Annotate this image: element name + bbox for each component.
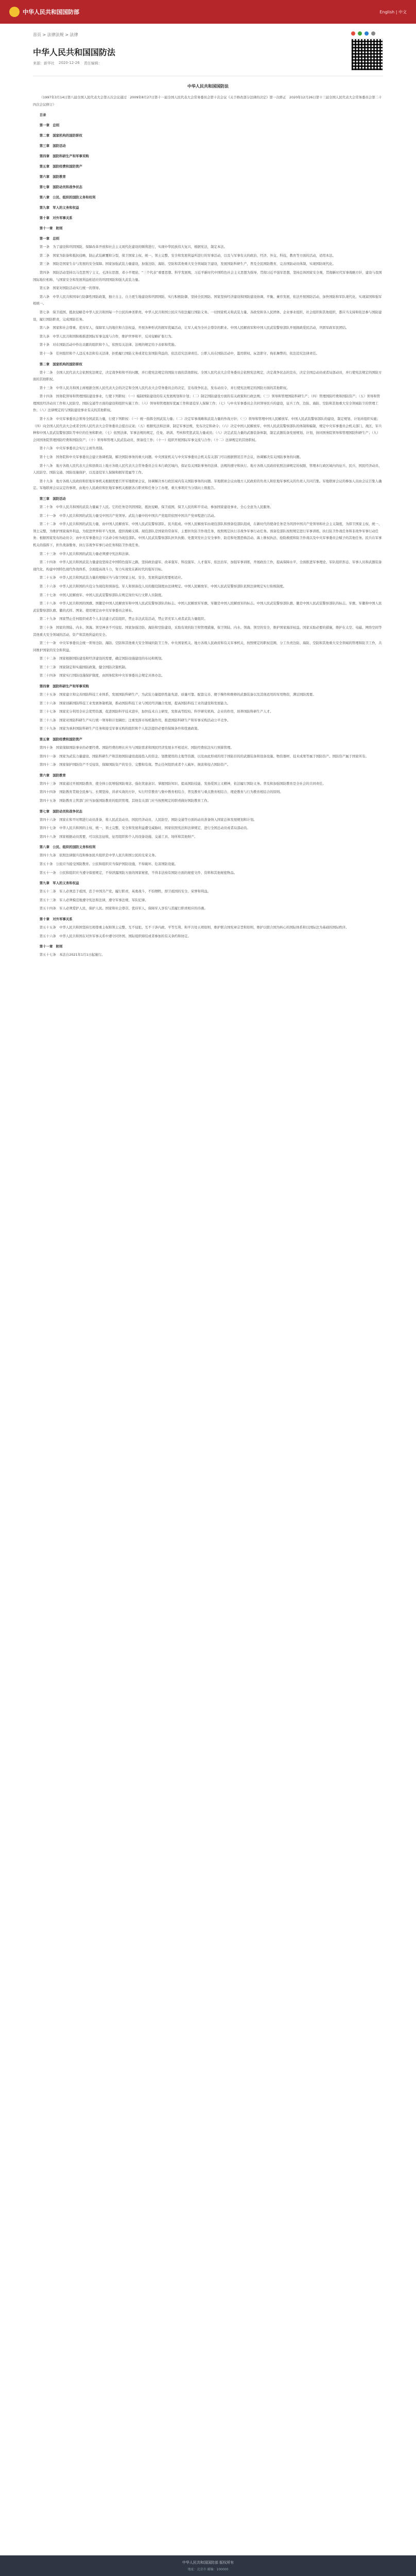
article-paragraph: 第四十六条 国家在和平时期进行动员准备，将人民武装动员、国民经济动员、人民防空、国防交通等方面的动员准备纳入国家总体发展规划和计划。: [39, 817, 257, 822]
chapter-heading: 第二章 国家机构的国防职权: [39, 362, 82, 366]
article-header: [33, 43, 383, 71]
article-paragraph: 第三十二条 国家根据国防建设和经济建设的需要，确定国防设施建设的布局和规划。: [39, 656, 165, 661]
article-paragraph: 第二十一条 中华人民共和国的武装力量受中国共产党领导。武装力量中的中国共产党组织依照中国共产党章程进行活动。: [39, 513, 217, 518]
chapter-heading: 第九章 军人的义务和权益: [39, 206, 79, 210]
article-paragraph: 第二十四条 中华人民共和国武装力量建设坚持走中国特色强军之路，坚持政治建军、改革强军、科技强军、人才强军、依法治军，加强军事训练，开展政治工作，提高保障水平，全面推进军事理论、军队组织形态、军事人员和武器装备现代化，构建中国特色现代作战体系，全面提高战斗力，努力实现党在新时代的强军目标。: [33, 560, 382, 571]
article-paragraph: 第五十三条 军人必须模范地遵守宪法和法律，遵守军事法规、军队纪律。: [39, 897, 148, 902]
article-paragraph: 第十四条 国务院领导和管理国防建设事业，行使下列职权：（一）编制国防建设的有关发展规划和计划；（二）制定国防建设方面的有关政策和行政法规；（三）领导和管理国防科研生产；（四）管理国防经费和国防资产；（五）领导和管理国民经济动员工作和人民防空、国防交通等方面的建设和组织实施工作；（六）领导和管理拥军优属工作和退役军人保障工作；（七）与中央军事委员会共同领导民兵的建设，征兵工作，边防、海防、空防和其他重大安全领域防卫的管理工作；（八）法律规定的与国防建设事业有关的其他职权。: [33, 394, 380, 413]
chapter-heading: 第三章 国防活动: [39, 144, 66, 148]
footer-copyright: 中华人民共和国国防部 版权所有: [182, 2561, 234, 2565]
article-paragraph: 第二十七条 中国人民解放军、中国人民武装警察部队在规定岗位实行文职人员制度。: [39, 592, 165, 597]
chapter-heading: 第七章 国防动员和战争状态: [39, 185, 82, 190]
article-paragraph: 第十三条 中华人民共和国主席根据全国人民代表大会的决定和全国人民代表大会常务委员会的决定，宣布战争状态，发布动员令，并行使宪法规定的国防方面的其他职权。: [39, 385, 290, 390]
article-meta: [33, 61, 115, 66]
article-paragraph: 第十条 对在国防活动中作出贡献的组织和个人，依照有关法律、法规的规定给予表彰和奖励。: [39, 343, 178, 347]
weibo-share-icon[interactable]: [351, 31, 355, 36]
breadcrumb[interactable]: [33, 32, 383, 38]
chapter-heading: 第九章 军人的义务和权益: [39, 881, 79, 886]
article-paragraph: 第三条 国防是国家生存与发展的安全保障。国家加强武装力量建设，加强边防、海防、空防和其他重大安全领域防卫建设，发展国防科研生产，普及全民国防教育，完善国防动员体制，实现国防现代化。: [39, 262, 336, 266]
article-paragraph: 第二十二条 中华人民共和国的武装力量，由中国人民解放军、中国人民武装警察部队、民兵组成。中国人民解放军由现役部队和预备役部队组成，在新时代的使命任务是为巩固中国共产党领导和社会主义制度，为捍卫国家主权、统一、领土完整，为维护国家海外利益，为促进世界和平与发展，提供战略支撑。现役部队是国家的常备军，主要担负防卫作战任务，按照规定执行非战争军事行动任务。预备役部队按照规定进行军事训练、执行防卫作战任务和非战争军事行动任务；根据国家发布的动员令，由中央军事委员会下达命令转为现役部队。中国人民武装警察部队担负执勤、处置突发社会安全事件、防范和处置恐怖活动、海上维权执法、抢险救援和防卫作战以及中央军事委员会赋予的其他任务。民兵在军事机关的指挥下，担负战备勤务、执行非战争军事行动任务和防卫作战任务。: [33, 522, 382, 547]
article-paragraph: 第四条 国防活动坚持以马克思列宁主义、毛泽东思想、邓小平理论、“三个代表”重要思想、科学发展观、习近平新时代中国特色社会主义思想为指导，贯彻习近平强军思想，坚持总体国家安全观，贯彻新时代军事战略方针，建设与我国国际地位相称、与国家安全和发展利益相适应的巩固国防和强大武装力量。: [33, 270, 382, 282]
article-paragraph: 第三十一条 中央军事委员会统一领导边防、海防、空防和其他重大安全领域的防卫工作。中央国家机关、地方各级人民政府和有关军事机关，按照规定的职权范围，分工负责边防、海防、空防和其他重大安全领域的管理和防卫工作，共同维护国家的安全和利益。: [33, 641, 382, 652]
article-paragraph: 第五十五条 中华人民共和国坚持互相尊重主权和领土完整、互不侵犯、互不干涉内政、平等互利、和平共处五项原则，维护联合国宪章宗旨和原则，维护以联合国为核心的国际体系和以国际法为基础的国际秩序。: [39, 925, 349, 929]
article-paragraph: 第五条 国家对国防活动实行统一的领导。: [39, 286, 102, 291]
chapter-heading: 第四章 国防科研生产和军事采购: [39, 154, 89, 159]
article-paragraph: 第二十八条 中华人民共和国的国旗、国徽是中国人民解放军和中国人民武装警察部队的标志。中国人民解放军军旗、军徽是中国人民解放军的标志。中国人民武装警察部队旗、徽是中国人民武装警察部队的标志。军旗、军徽和中国人民武装警察部队旗、徽的式样、图案、使用规定由中央军事委员会颁布。: [33, 601, 382, 613]
qr-code-image: [351, 39, 383, 71]
chapter-heading: 第八章 公民、组织的国防义务和权利: [39, 195, 96, 200]
article-paragraph: 第四十一条 国家为武装力量建设、国防科研生产和其他国防建设直接投入的资金、划拨使用的土地等资源，以及由此形成的用于国防目的的武器装备和设备设施、物资器材、技术成果等属于国防资产。国防资产属于国家所有。: [39, 754, 369, 758]
page-title: 中华人民共和国国防法: [33, 47, 116, 57]
article-paragraph: 第三十九条 国家为承担国防科研生产任务和接受军事采购的组织和个人依法提供必要的保障条件和优惠政策。: [39, 726, 201, 731]
article-paragraph: 第三十条 国家的领陆、内水、领海、领空神圣不可侵犯。国家加强边防、海防和空防建设，采取有效的防卫和管理措施，保卫领陆、内水、领海、领空的安全，维护国家海洋权益。国家采取必要的措施，维护在太空、电磁、网络空间等其他重大安全领域的活动、资产和其他利益的安全。: [33, 625, 382, 637]
article-paragraph: 第四十二条 国家保护国防资产不受侵害，保障国防资产的安全、完整和有效。禁止任何组织或者个人破坏、损害和侵占国防资产。: [39, 762, 231, 767]
article-paragraph: 第四十五条 国防教育主管部门应当加强国防教育的组织管理，其他有关部门应当按照规定的职责做好国防教育工作。: [39, 799, 211, 803]
article-editor: 责任编辑：: [83, 61, 102, 65]
article-heading-block: [33, 43, 115, 66]
main-content: [33, 24, 383, 959]
article-paragraph: 第十六条 中央军事委员会实行主席负责制。: [39, 446, 106, 451]
article-body: [33, 94, 383, 959]
article-paragraph: 第十七条 国务院和中央军事委员会建立协调机制，解决国防事务的重大问题。中央国家机关与中央军事委员会机关有关部门可以根据情况召开会议，协调解决有关国防事务的问题。: [39, 455, 303, 460]
chapter-heading: 第三章 国防活动: [39, 497, 66, 501]
chapter-heading: 第六章 国防教育: [39, 175, 66, 179]
chapter-heading: 第十章 对外军事关系: [39, 216, 73, 221]
qzone-share-icon[interactable]: [365, 31, 369, 36]
article-paragraph: 第四十四条 国防教育贯彻全民参与、长期坚持、讲求实效的方针，实行经常教育与集中教育相结合、普及教育与重点教育相结合、理论教育与行为教育相结合的原则。: [39, 790, 283, 794]
article-paragraph: 第三十五条 国家建立和完善国防科技工业体系，发展国防科研生产，为武装力量提供性能先进、质量可靠、配套完善、便于操作和维修的武器装备以及其他适用的军用物资，满足国防需要。: [39, 692, 316, 697]
site-name: 中华人民共和国国防部: [23, 9, 79, 15]
article-paragraph: 第三十六条 国家创新国防科技工业发展体制机制，推动国防科技工业与国民经济融合发展，提高国防科技工业的建设和发展能力。: [39, 701, 231, 705]
article-paragraph: 第七条 保卫祖国、抵抗侵略是中华人民共和国每一个公民的神圣职责。中华人民共和国公民应当依法履行国防义务。一切国家机关和武装力量、各政党和各人民团体、企业事业组织、社会组织和其他组织，都应当支持和依法参与国防建设，履行国防职责，完成国防任务。: [33, 310, 382, 321]
article-paragraph: 第九条 中华人民共和国积极推进国际军事交流与合作，维护世界和平，反对侵略扩张行为。: [39, 334, 175, 338]
document-title: 中华人民共和国国防法: [187, 84, 229, 89]
article-paragraph: 第一条 为了建设和巩固国防，保障改革开放和社会主义现代化建设的顺利进行，实现中华民族伟大复兴，根据宪法，制定本法。: [39, 245, 228, 249]
article-paragraph: 第五十七条 本法自2021年1月1日起施行。: [39, 953, 105, 957]
site-header: [0, 0, 416, 24]
site-footer: [0, 2555, 416, 2576]
chapter-heading: 第五章 国防经费和国防资产: [39, 164, 82, 169]
share-area: [351, 43, 383, 71]
article-paragraph: 第十一条 任何组织和个人违反本法和有关法律，拒绝履行国防义务或者危害国防利益的，依法追究法律责任。公职人员在国防活动中，滥用职权、玩忽职守、徇私舞弊的，依法追究法律责任。: [39, 351, 319, 355]
chapter-heading: 第七章 国防动员和战争状态: [39, 809, 82, 814]
chapter-heading: 第十一章 附则: [39, 944, 63, 949]
article-paragraph: 第五十一条 公民和组织应当遵守保密规定，不得泄露国防方面的国家秘密，不得非法持有国防方面的秘密文件、资料和其他秘密物品。: [39, 870, 237, 875]
article-paragraph: 第五十条 公民应当接受国防教育。公民和组织应当保护国防设施，不得破坏、危害国防设施。: [39, 861, 178, 866]
article-paragraph: 第三十七条 国家充分利用全社会优势资源，促进国防科学技术进步，加快技术自主研发，发挥高等院校、科学研究机构、企业的作用，培养国防科研生产人才。: [39, 709, 273, 714]
wechat-share-icon[interactable]: [358, 31, 362, 36]
chapter-heading: 第二章 国家机构的国防职权: [39, 133, 82, 138]
article-paragraph: 第四十条 国家保障国防事业的必要经费。国防经费的增长应当与国防需求和国民经济发展水平相适应。国防经费依法实行预算管理。: [39, 745, 234, 750]
article-paragraph: 第五十六条 中华人民共和国在对外军事关系中遵守同外国、国际组织缔结或者参加的有关条约和协定。: [39, 934, 191, 938]
chapter-heading: 第八章 公民、组织的国防义务和权利: [39, 845, 96, 850]
article-paragraph: 第五十二条 军人必须忠于祖国，忠于中国共产党，履行职责，英勇战斗，不怕牺牲，捍卫祖国的安全、荣誉和利益。: [39, 889, 211, 894]
article-paragraph: 第五十四条 军人必须爱护人民，保护人民。国家和社会尊崇、优待军人，保障军人享有与其履行职责相应的待遇。: [39, 906, 207, 911]
chapter-heading: 第一章 总则: [39, 236, 60, 241]
article-paragraph: 第三十四条 国家实行国防设施保护制度，由国务院和中央军事委员会规定具体办法。: [39, 673, 165, 678]
article-paragraph: 第十八条 地方各级人民代表大会和县级以上地方各级人民代表大会常务委员会在本行政区域内，保证有关国防事务的法律、法规的遵守和执行。地方各级人民政府依照法律规定的权限，管理本行政区域内的征兵、民兵、国民经济动员、人民防空、国防交通、国防设施保护，以及退役军人保障和拥军优属等工作。: [33, 463, 382, 475]
article-paragraph: 第十五条 中央军事委员会领导全国武装力量，行使下列职权：（一）统一指挥全国武装力量；（二）决定军事战略和武装力量的作战方针；（三）领导和管理中国人民解放军、中国人民武装警察部队的建设，制定规划、计划并组织实施；（四）向全国人民代表大会或者全国人民代表大会常务委员会提出议案；（五）根据宪法和法律，制定军事法规，发布决定和命令；（六）决定中国人民解放军、中国人民武装警察部队的体制和编制，规定中央军事委员会机关部门、战区、军兵种和中国人民武装警察部队等单位的任务和职责；（七）依照法律、军事法规的规定，任免、培训、考核和奖惩武装力量成员；（八）决定武装力量的武器装备体制，制定武器装备发展规划、计划，协同国务院领导和管理国防科研生产；（九）会同国务院管理国防经费和国防资产；（十）领导和管理人民武装动员、预备役工作；（十一）组织开展国际军事交流与合作；（十二）法律规定的其他职权。: [33, 417, 382, 442]
article-paragraph: 第二十六条 中华人民共和国的兵役分为现役和预备役。军人和预备役人员的服役制度由法律规定。中国人民解放军、中国人民武装警察部队依照法律规定实行衔级制度。: [39, 584, 287, 588]
article-paragraph: 第二条 国家为防备和抵抗侵略，制止武装颠覆和分裂，保卫国家主权、统一、领土完整、安全和发展利益所进行的军事活动，以及与军事有关的政治、经济、外交、科技、教育等方面的活动，适用本法。: [39, 253, 336, 258]
article-paragraph: 第二十九条 国家禁止任何组织或者个人非法建立武装组织，禁止非法武装活动，禁止冒充军人或者武装力量组织。: [39, 617, 207, 621]
share-icons: [351, 31, 383, 36]
brand[interactable]: [9, 7, 79, 17]
chapter-heading: 目录: [39, 113, 46, 117]
article-source: 来源：新华社: [33, 61, 55, 65]
article-paragraph: 第四十七条 中华人民共和国的主权、统一、领土完整、安全和发展利益遭受威胁时，国家依照宪法和法律规定，进行全国总动员或者局部动员。: [39, 826, 250, 831]
chapter-heading: 第五章 国防经费和国防资产: [39, 737, 82, 742]
footer-address: 地址：北京市 邮编：100000: [187, 2568, 229, 2571]
article-date: 2020-12-26: [59, 61, 80, 65]
chapter-heading: 第十一章 附则: [39, 226, 63, 231]
article-paragraph: 第三十八条 国家对国防科研生产实行统一领导和计划调控；注重发挥市场机制作用，推进国防科研生产和军事采购活动公平竞争。: [39, 718, 231, 722]
article-paragraph: 第四十三条 国家通过开展国防教育，使全体公民增强国防观念、强化忧患意识、掌握国防知识、提高国防技能、发扬爱国主义精神，依法履行国防义务。普及和加强国防教育是全社会的共同责任。: [39, 781, 326, 786]
article-paragraph: 第十二条 全国人民代表大会依照宪法规定，决定战争和和平的问题，并行使宪法规定的国防方面的其他职权。全国人民代表大会常务委员会依照宪法规定，决定战争状态的宣布，决定全国总动员或者局部动员，并行使宪法规定的国防方面的其他职权。: [33, 370, 382, 382]
breadcrumb-text[interactable]: 首页 > 法律法规 > 法律: [33, 32, 78, 37]
article-paragraph: 第二十三条 中华人民共和国的武装力量必须遵守宪法和法律。: [39, 551, 132, 556]
article-paragraph: 第十九条 地方各级人民政府和驻地军事机关根据需要召开军地联席会议，协调解决本行政区域内有关国防事务的问题。军地联席会议由地方人民政府的负责人和驻地军事机关的负责人共同召集。军地联席会议的参加人员由会议召集人确定。军地联席会议议定的事项，由地方人民政府和驻地军事机关根据各自职责和任务分工办理，重大事项应当分别向上级报告。: [33, 479, 382, 490]
article-paragraph: 第八条 国家和社会尊重、优待军人，保障军人的地位和合法权益，开展各种形式的拥军优属活动，让军人成为全社会尊崇的职业。中国人民解放军和中国人民武装警察部队开展拥政爱民活动，巩固军政军民团结。: [39, 326, 349, 330]
chapter-heading: 第十章 对外军事关系: [39, 917, 73, 921]
chapter-heading: 第一章 总则: [39, 123, 60, 128]
article-paragraph: 第四十八条 国家根据动员需要，可以依法征收、征用组织和个人的设备设施、交通工具、场所和其他财产。: [39, 834, 198, 839]
chapter-heading: 第六章 国防教育: [39, 773, 66, 777]
article-paragraph: （1997年3月14日第八届全国人民代表大会第五次会议通过 2009年8月27日第十一届全国人民代表大会常务委员会第十次会议《关于修改部分法律的决定》第一次修正 2020年12月26日第十三届全国人民代表大会常务委员会第二十四次会议修订）: [33, 95, 382, 107]
language-links[interactable]: English | 中文: [379, 9, 407, 14]
more-share-icon[interactable]: [371, 31, 375, 36]
article-paragraph: 第四十九条 依照法律服兵役和参加民兵组织是中华人民共和国公民的光荣义务。: [39, 853, 158, 858]
article-paragraph: 第六条 中华人民共和国奉行防御性国防政策，独立自主、自力更生地建设和巩固国防，实行积极防御，坚持全民国防。国家坚持经济建设和国防建设协调、平衡、兼容发展，依法开展国防活动，加快国防和军队现代化，实现富国和强军相统一。: [33, 294, 382, 306]
article-paragraph: 第二十条 中华人民共和国的武装力量属于人民。它的任务是巩固国防，抵抗侵略，保卫祖国，保卫人民的和平劳动，参加国家建设事业，全心全意为人民服务。: [39, 505, 273, 509]
chapter-heading: 第四章 国防科研生产和军事采购: [39, 684, 89, 689]
article-paragraph: 第三十三条 国家制定和实施国防政策，健全国防决策机制。: [39, 665, 129, 669]
national-emblem-icon: [9, 7, 20, 17]
article-paragraph: 第二十五条 中华人民共和国武装力量的规模应当与保卫国家主权、安全、发展利益的需要相适应。: [39, 575, 184, 580]
